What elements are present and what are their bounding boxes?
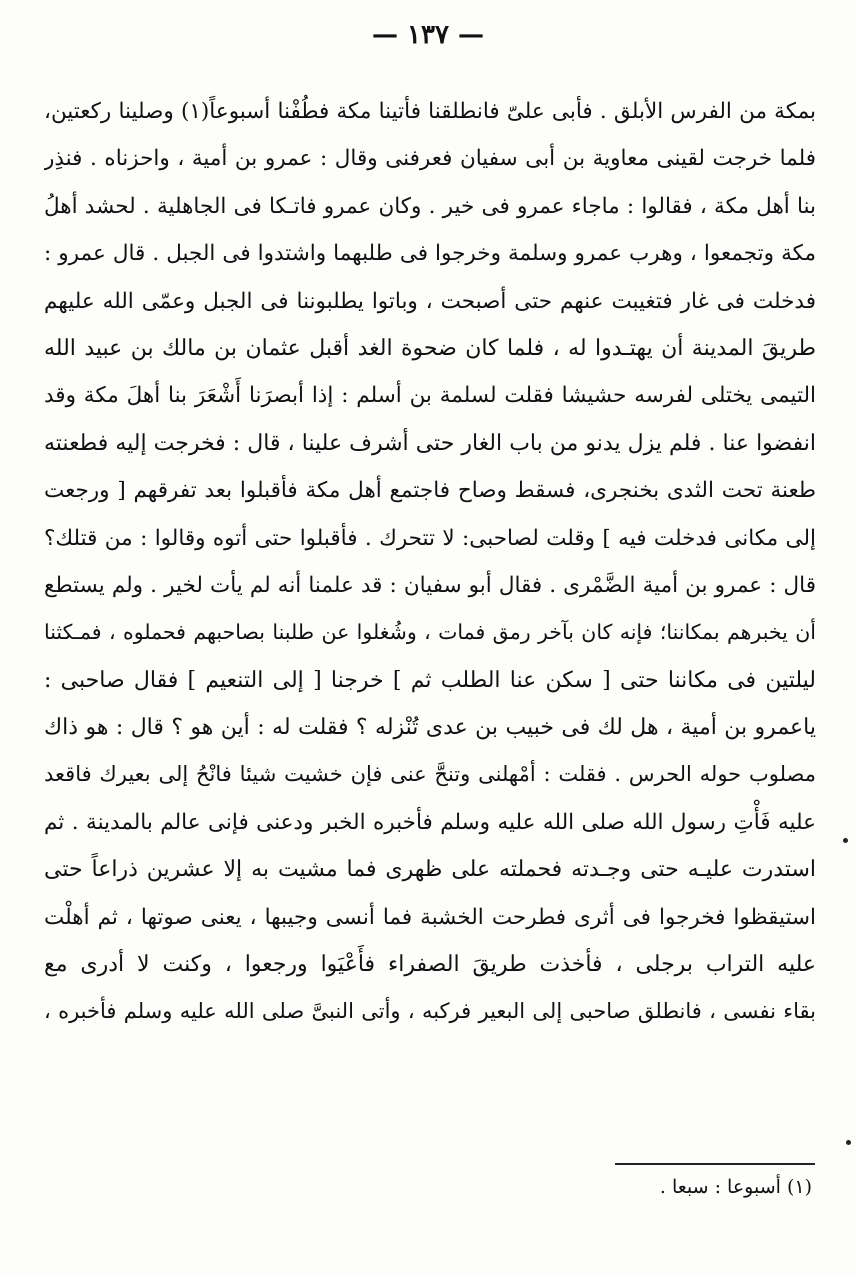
text-line: التيمى يختلى لفرسه حشيشا فقلت لسلمة بن أسلم : إذا أبصرَنا أَشْعَرَ بنا أهلَ مكة وقد <box>44 383 816 409</box>
page-number: — ١٣٧ — <box>371 20 485 50</box>
text-line: استدرت عليـه حتى وجـدته فحملته على ظهرى فما مشيت به إلا عشرين ذراعاً حتى <box>44 857 816 883</box>
text-line: عليه التراب برجلى ، فأخذت طريقَ الصفراء فأَعْيَوا ورجعوا ، وكنت لا أدرى مع <box>44 952 816 978</box>
body-text <box>44 88 816 1036</box>
footnote-divider <box>615 1163 815 1165</box>
scan-speck <box>846 1140 851 1145</box>
text-line: استيقظوا فخرجوا فى أثرى فطرحت الخشبة فما أنسى وجيبها ، يعنى صوتها ، ثم أهلْت <box>44 904 816 930</box>
text-line: مصلوب حوله الحرس . فقلت : أمْهلنى وتنحَّ عنى فإن خشيت شيئا فانْحُ إلى بعيرك فاقعد <box>44 762 816 787</box>
text-line: بمكة من الفرس الأبلق . فأبى علىّ فانطلقنا فأتينا مكة فطُفْنا أسبوعاً(١) وصلينا ركعتين، <box>44 99 816 124</box>
text-line: عليه فَأْتِ رسول الله صلى الله عليه وسلم فأخبره الخبر ودعنى فإنى عالم بالمدينة . ثم <box>44 809 816 835</box>
text-line: ياعمرو بن أمية ، هل لك فى خبيب بن عدى تُنْزله ؟ فقلت له : أين هو ؟ قال : هو ذاك <box>44 715 816 741</box>
text-line: انفضوا عنا . فلم يزل يدنو من باب الغار حتى أشرف علينا ، قال : فخرجت إليه فطعنته <box>44 430 816 456</box>
scan-speck <box>843 838 848 843</box>
text-line: طريقَ المدينة أن يهتـدوا له ، فلما كان ضحوة الغد أقبل عثمان بن مالك بن عبيد الله <box>44 335 816 361</box>
text-line: بنا أهل مكة ، فقالوا : ماجاء عمرو فى خير . وكان عمرو فاتـكا فى الجاهلية . لحشد أهلُ <box>44 193 816 219</box>
text-line: طعنة تحت الثدى بخنجرى، فسقط وصاح فاجتمع أهل مكة فأقبلوا بعد تفرقهم [ ورجعت <box>44 478 816 504</box>
text-line: ليلتين فى مكاننا حتى [ سكن عنا الطلب ثم ] خرجنا [ إلى التنعيم ] فقال صاحبى : <box>44 667 816 693</box>
footnote: (١) أسبوعا : سبعا . <box>659 1176 812 1198</box>
text-line: مكة وتجمعوا ، وهرب عمرو وسلمة وخرجوا فى طلبهما واشتدوا فى الجبل . قال عمرو : <box>44 241 816 267</box>
text-line: بقاء نفسى ، فانطلق صاحبى إلى البعير فركبه ، وأتى النبىَّ صلى الله عليه وسلم فأخبره ، <box>44 999 816 1024</box>
text-line: قال : عمرو بن أمية الضَّمْرى . فقال أبو سفيان : قد علمنا أنه لم يأت لخير . ولم يستطع <box>44 572 816 598</box>
text-line: أن يخبرهم بمكاننا؛ فإنه كان بآخر رمق فمات ، وشُغلوا عن طلبنا بصاحبهم فحملوه ، فمـكثنا <box>44 620 816 645</box>
text-line: إلى مكانى فدخلت فيه ] وقلت لصاحبى: لا تتحرك . فأقبلوا حتى أتوه وقالوا : من قتلك؟ <box>44 525 816 551</box>
text-line: فلما خرجت لقينى معاوية بن أبى سفيان فعرفنى وقال : عمرو بن أمية ، واحزناه . فنذِر <box>44 146 816 172</box>
text-line: فدخلت فى غار فتغيبت عنهم حتى أصبحت ، وباتوا يطلبوننا فى الجبل وعمّى الله عليهم <box>44 288 816 314</box>
